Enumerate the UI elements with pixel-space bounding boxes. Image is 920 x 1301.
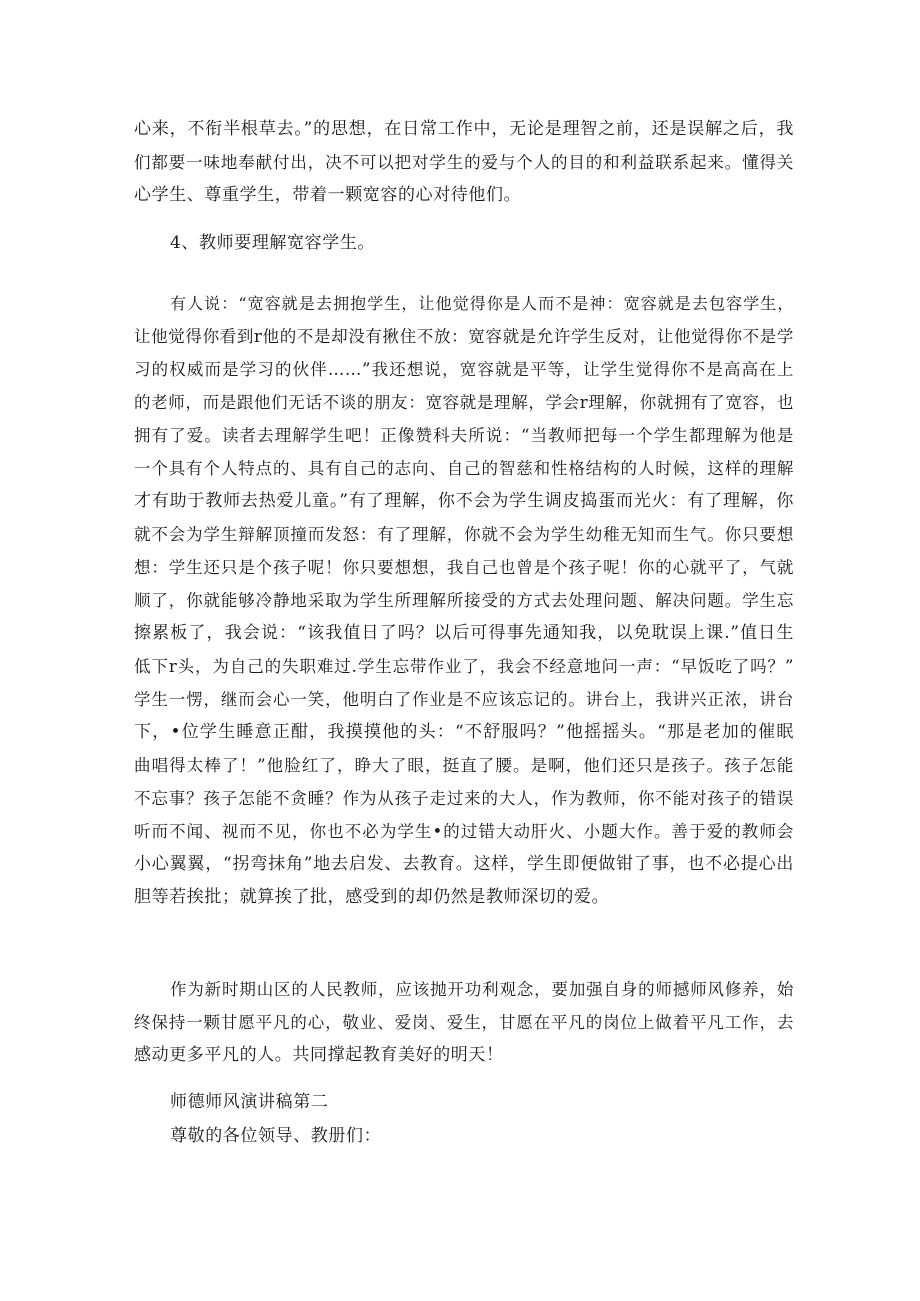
salutation-line: 尊敬的各位领导、教册们：	[170, 1126, 382, 1146]
text-line: 拥有了爱。读者去理解学生吧！正像赞科夫所说：“当教师把每一个学生都理解为他是	[134, 426, 794, 445]
text-line: 胆等若挨批；就算挨了批，感受到的却仍然是教师深切的爱。	[134, 887, 610, 907]
speech-title	[134, 1086, 794, 1119]
paragraph-body	[134, 287, 794, 914]
text-line: 习的权威而是学习的伙伴……”我还想说，宽容就是平等，让学生觉得你不是高高在上	[134, 360, 794, 379]
section-heading	[134, 227, 794, 260]
text-line: 不忘事？孩子怎能不贪睡？作为从孩子走过来的大人，作为教师，你不能对孩子的错误	[134, 789, 794, 808]
text-line: 擦累板了，我会说：“该我值日了吗？以后可得事先通知我，以免耽误上课.”值日生	[134, 623, 794, 643]
text-line: 让他觉得你看到r他的不是却没有揪住不放：宽容就是允许学生反对，让他觉得你不是学	[134, 327, 794, 346]
heading-line: 4、教师要理解宽容学生。	[170, 233, 376, 253]
text-line: 心来，不衔半根草去。”的思想，在日常工作中，无论是理智之前，还是误解之后，我	[134, 119, 794, 139]
text-line: 听而不闻、视而不见，你也不必为学生•的过错大动肝火、小题大作。善于爱的教师会	[134, 822, 794, 841]
text-line: 曲唱得太棒了！”他脸红了，睁大了眼，挺直了腰。是啊，他们还只是孩子。孩子怎能	[134, 756, 794, 775]
text-line: 小心翼翼，“拐弯抹角”地去启发、去教育。这样，学生即便做钳了事，也不必提心出	[134, 854, 794, 874]
title-line: 师德师风演讲稿第二	[170, 1092, 329, 1112]
text-line: 顺了，你就能够冷静地采取为学生所理解所接受的方式去处理问题、解决问题。学生忘	[134, 591, 794, 610]
text-line: 的老师，而是跟他们无话不谈的朋友：宽容就是理解，学会r理解，你就拥有了宽容，也	[134, 393, 794, 412]
paragraph-continuation	[134, 113, 794, 212]
text-line: 心学生、尊重学生，带着一颗宽容的心对待他们。	[134, 185, 522, 205]
text-line: 学生一愣，继而会心一笑，他明白了作业是不应该忘记的。讲台上，我讲兴正浓，讲台	[134, 690, 794, 709]
text-line: 终保持一颗甘愿平凡的心，敬业、爱岗、爱生，甘愿在平凡的岗位上做着平凡工作，去	[134, 1013, 794, 1032]
text-line: 才有助于教师去热爱儿童。”有了理解，你不会为学生调皮捣蛋而光火：有了理解，你	[134, 491, 794, 511]
paragraph-conclusion	[134, 973, 794, 1072]
text-line: 们都要一味地奉献付出，决不可以把对学生的爱与个人的目的和利益联系起来。懂得关	[134, 153, 794, 172]
text-line: 想：学生还只是个孩子呢！你只要想想，我自己也曾是个孩子呢！你的心就平了，气就	[134, 558, 794, 577]
text-line: 作为新时期山区的人民教师，应该抛开功利观念，要加强自身的师撼师风修养，始	[170, 980, 794, 999]
salutation	[134, 1120, 794, 1153]
text-line: 下，•位学生睡意正酣，我摸摸他的头：“不舒服吗？”他摇摇头。“那是老加的催眠	[134, 722, 794, 742]
text-line: 有人说：“宽容就是去拥抱学生，让他觉得你是人而不是神：宽容就是去包容学生，	[170, 294, 794, 313]
text-line: 就不会为学生辩解顶撞而发怒：有了理解，你就不会为学生幼稚无知而生气。你只要想	[134, 525, 794, 544]
text-line: 低下r头，为自己的失职难过.学生忘带作业了，我会不经意地问一声：“早饭吃了吗？”	[134, 657, 794, 676]
text-line: 一个具有个人特点的、具有自己的志向、自己的智慈和性格结构的人时候，这样的理解	[134, 459, 794, 478]
text-line: 感动更多平凡的人。共同撑起教育美好的明天！	[134, 1045, 504, 1065]
